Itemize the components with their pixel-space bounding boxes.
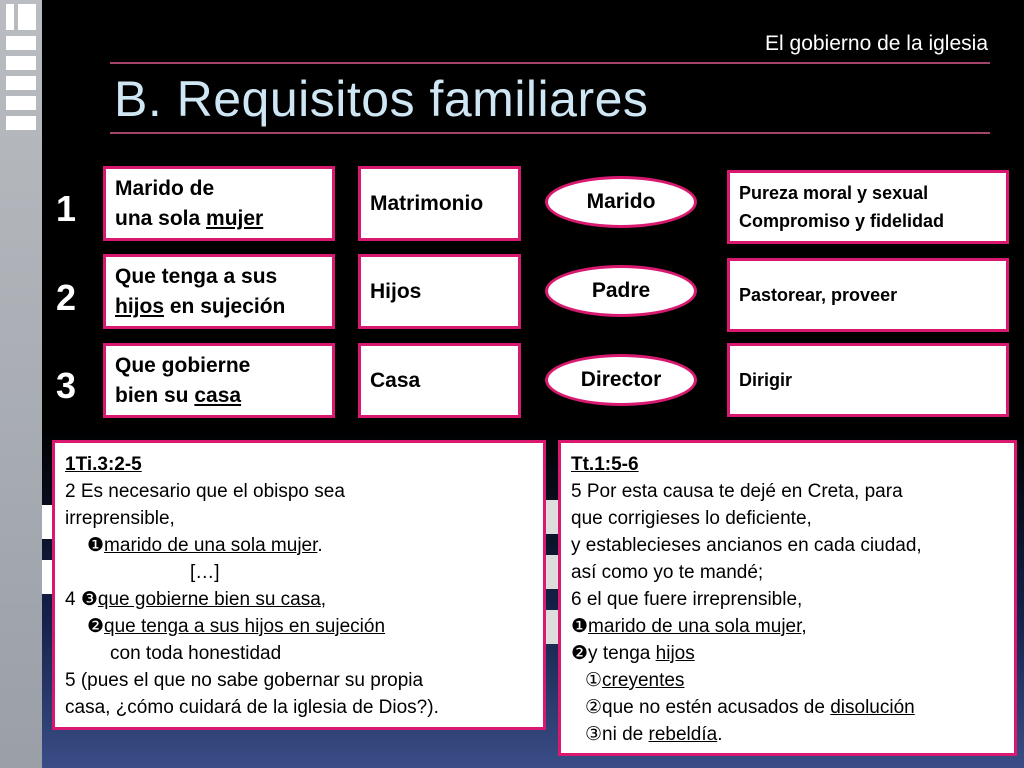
scripture-line: ❷y tenga hijos xyxy=(571,643,695,664)
requirement-line: hijos en sujeción xyxy=(115,294,286,318)
scripture-line: que corrigieses lo deficiente, xyxy=(571,508,812,529)
top-rule xyxy=(110,62,990,64)
scripture-line: ❷que tenga a sus hijos en sujeción xyxy=(87,616,386,637)
decor-square xyxy=(6,36,36,50)
decor-square xyxy=(6,4,14,30)
duty-line: Compromiso y fidelidad xyxy=(739,211,945,231)
slide-subtitle: El gobierno de la iglesia xyxy=(765,32,988,55)
area-label: Matrimonio xyxy=(370,191,484,215)
area-label: Casa xyxy=(370,368,421,392)
scripture-line: irreprensible, xyxy=(65,508,175,529)
role-oval: Director xyxy=(545,354,697,406)
row-number: 1 xyxy=(56,188,77,229)
scripture-line: ①creyentes xyxy=(585,670,685,691)
requirement-box xyxy=(103,343,335,418)
requirement-line: Marido de xyxy=(115,176,215,200)
row-number: 2 xyxy=(56,277,77,318)
decor-square xyxy=(6,96,36,110)
scripture-line: 4 ❸que gobierne bien su casa, xyxy=(65,589,327,610)
area-label: Hijos xyxy=(370,279,422,303)
scripture-line: 2 Es necesario que el obispo sea xyxy=(65,481,345,502)
scripture-line: ❶marido de una sola mujer. xyxy=(87,535,323,556)
scripture-line: así como yo te mandé; xyxy=(571,562,764,583)
decor-square xyxy=(6,56,36,70)
role-oval: Marido xyxy=(545,176,697,228)
title-rule xyxy=(110,132,990,134)
row-number: 3 xyxy=(56,365,77,406)
area-box xyxy=(358,166,521,241)
area-box xyxy=(358,343,521,418)
decor-square xyxy=(18,4,36,30)
scripture-line: 5 Por esta causa te dejé en Creta, para xyxy=(571,481,903,502)
scripture-line: con toda honestidad xyxy=(110,643,282,664)
duty-box xyxy=(727,258,1009,332)
scripture-line: […] xyxy=(190,562,220,583)
scripture-line: y establecieses ancianos en cada ciudad, xyxy=(571,535,922,556)
duty-line: Dirigir xyxy=(739,370,793,390)
duty-line: Pureza moral y sexual xyxy=(739,183,929,203)
requirement-line: una sola mujer xyxy=(115,206,264,230)
requirement-box xyxy=(103,254,335,329)
requirement-box xyxy=(103,166,335,241)
duty-box xyxy=(727,343,1009,417)
role-oval: Padre xyxy=(545,265,697,317)
scripture-panel-1ti xyxy=(52,440,546,730)
duty-box xyxy=(727,170,1009,244)
area-box xyxy=(358,254,521,329)
scripture-panel-tt xyxy=(558,440,1017,756)
decor-square xyxy=(6,76,36,90)
scripture-reference: 1Ti.3:2-5 xyxy=(65,454,142,475)
scripture-line: ③ni de rebeldía. xyxy=(585,724,723,745)
scripture-line: ❶marido de una sola mujer, xyxy=(571,616,807,637)
scripture-reference: Tt.1:5-6 xyxy=(571,454,639,475)
requirement-line: bien su casa xyxy=(115,383,242,407)
scripture-line: 5 (pues el que no sabe gobernar su propia xyxy=(65,670,424,691)
scripture-line: 6 el que fuere irreprensible, xyxy=(571,589,803,610)
requirement-line: Que tenga a sus xyxy=(115,264,278,288)
requirement-line: Que gobierne xyxy=(115,353,251,377)
duty-line: Pastorear, proveer xyxy=(739,285,898,305)
decor-square xyxy=(6,116,36,130)
scripture-line: casa, ¿cómo cuidará de la iglesia de Dios?). xyxy=(65,697,439,718)
slide-title: B. Requisitos familiares xyxy=(114,71,649,127)
scripture-line: ②que no estén acusados de disolución xyxy=(585,697,915,718)
